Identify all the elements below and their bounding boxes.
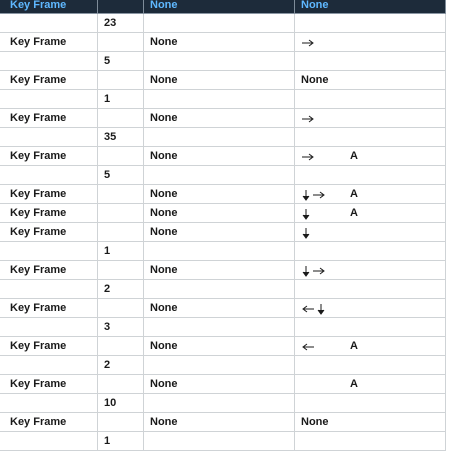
column-divider xyxy=(143,242,144,261)
column-divider xyxy=(143,261,144,280)
column-divider xyxy=(445,299,446,318)
frame-count: 5 xyxy=(104,55,111,67)
column-divider xyxy=(294,242,295,261)
column-divider xyxy=(97,299,98,318)
table-header xyxy=(0,0,446,14)
column-divider xyxy=(445,204,446,223)
column-divider xyxy=(445,90,446,109)
keyframe-row[interactable] xyxy=(0,71,446,90)
column-divider xyxy=(97,166,98,185)
keyframe-row[interactable] xyxy=(0,299,446,318)
keyframe-label: Key Frame xyxy=(10,36,67,48)
keyframe-label: Key Frame xyxy=(10,302,67,314)
keyframe-label: Key Frame xyxy=(10,378,67,390)
column-divider xyxy=(294,356,295,375)
column-divider xyxy=(445,147,446,166)
arrow-right-icon xyxy=(301,113,315,125)
arrow-down-icon xyxy=(301,208,311,220)
frame-count-row[interactable] xyxy=(0,90,446,109)
direction-value: None xyxy=(301,74,329,86)
arrow-left-icon xyxy=(301,341,315,353)
column-divider xyxy=(445,14,446,33)
column-divider xyxy=(143,33,144,52)
column-divider xyxy=(97,14,98,33)
column-divider xyxy=(97,71,98,90)
column-divider xyxy=(97,52,98,71)
easing-value: None xyxy=(150,340,178,352)
frame-count: 1 xyxy=(104,435,111,447)
keyframe-row[interactable] xyxy=(0,147,446,166)
frame-count-row[interactable] xyxy=(0,52,446,71)
keyframe-row[interactable] xyxy=(0,185,446,204)
column-divider xyxy=(97,147,98,166)
header-col-2[interactable]: None xyxy=(150,0,178,11)
arrow-right-icon xyxy=(301,37,315,49)
header-col-keyframe[interactable]: Key Frame xyxy=(10,0,67,11)
frame-count: 35 xyxy=(104,131,117,143)
column-divider xyxy=(97,185,98,204)
column-divider xyxy=(143,14,144,33)
keyframe-row[interactable] xyxy=(0,223,446,242)
column-divider xyxy=(97,375,98,394)
column-divider xyxy=(294,375,295,394)
column-divider xyxy=(143,71,144,90)
frame-count-row[interactable] xyxy=(0,166,446,185)
keyframe-label: Key Frame xyxy=(10,207,67,219)
keyframe-label: Key Frame xyxy=(10,112,67,124)
column-divider xyxy=(445,432,446,451)
arrow-left-icon xyxy=(301,303,315,315)
column-divider xyxy=(143,128,144,147)
column-divider xyxy=(294,299,295,318)
arrow-right-icon xyxy=(312,189,326,201)
column-divider xyxy=(445,337,446,356)
column-divider xyxy=(97,261,98,280)
header-divider[interactable] xyxy=(97,0,98,13)
action-marker: A xyxy=(350,188,358,200)
table-body xyxy=(0,14,446,451)
arrow-right-icon xyxy=(312,265,326,277)
easing-value: None xyxy=(150,207,178,219)
column-divider xyxy=(294,261,295,280)
column-divider xyxy=(294,223,295,242)
column-divider xyxy=(143,90,144,109)
frame-count: 3 xyxy=(104,321,111,333)
header-divider xyxy=(445,0,446,13)
action-marker: A xyxy=(350,150,358,162)
frame-count-row[interactable] xyxy=(0,128,446,147)
column-divider xyxy=(294,318,295,337)
easing-value: None xyxy=(150,112,178,124)
column-divider xyxy=(97,90,98,109)
column-divider xyxy=(294,413,295,432)
arrow-down-icon xyxy=(301,227,311,239)
column-divider xyxy=(294,337,295,356)
column-divider xyxy=(294,128,295,147)
column-divider xyxy=(97,413,98,432)
frame-count-row[interactable] xyxy=(0,432,446,451)
column-divider xyxy=(97,337,98,356)
action-marker: A xyxy=(350,207,358,219)
column-divider xyxy=(143,375,144,394)
column-divider xyxy=(97,356,98,375)
frame-count: 2 xyxy=(104,359,111,371)
column-divider xyxy=(143,109,144,128)
column-divider xyxy=(97,128,98,147)
keyframe-row[interactable] xyxy=(0,109,446,128)
frame-count-row[interactable] xyxy=(0,394,446,413)
column-divider xyxy=(445,375,446,394)
column-divider xyxy=(445,128,446,147)
arrow-right-icon xyxy=(301,151,315,163)
column-divider xyxy=(294,90,295,109)
direction-value: None xyxy=(301,416,329,428)
header-col-3[interactable]: None xyxy=(301,0,329,11)
column-divider xyxy=(143,204,144,223)
frame-count: 2 xyxy=(104,283,111,295)
column-divider xyxy=(294,14,295,33)
column-divider xyxy=(143,223,144,242)
column-divider xyxy=(97,280,98,299)
keyframe-label: Key Frame xyxy=(10,188,67,200)
column-divider xyxy=(143,299,144,318)
column-divider xyxy=(143,356,144,375)
keyframe-label: Key Frame xyxy=(10,340,67,352)
column-divider xyxy=(445,242,446,261)
arrow-down-icon xyxy=(316,303,326,315)
column-divider xyxy=(97,204,98,223)
keyframe-label: Key Frame xyxy=(10,226,67,238)
column-divider xyxy=(294,394,295,413)
column-divider xyxy=(445,33,446,52)
column-divider xyxy=(143,318,144,337)
frame-count: 5 xyxy=(104,169,111,181)
column-divider xyxy=(143,185,144,204)
arrow-down-icon xyxy=(301,265,311,277)
column-divider xyxy=(294,109,295,128)
action-marker: A xyxy=(350,378,358,390)
column-divider xyxy=(143,166,144,185)
keyframe-row[interactable] xyxy=(0,33,446,52)
easing-value: None xyxy=(150,264,178,276)
arrow-down-icon xyxy=(301,189,311,201)
column-divider xyxy=(445,394,446,413)
easing-value: None xyxy=(150,74,178,86)
keyframe-row[interactable] xyxy=(0,375,446,394)
easing-value: None xyxy=(150,302,178,314)
keyframe-row[interactable] xyxy=(0,261,446,280)
column-divider xyxy=(143,432,144,451)
keyframe-label: Key Frame xyxy=(10,150,67,162)
action-marker: A xyxy=(350,340,358,352)
frame-count: 1 xyxy=(104,93,111,105)
frame-count: 1 xyxy=(104,245,111,257)
column-divider xyxy=(143,394,144,413)
frame-count: 23 xyxy=(104,17,117,29)
column-divider xyxy=(445,185,446,204)
frame-count-row[interactable] xyxy=(0,280,446,299)
keyframe-label: Key Frame xyxy=(10,264,67,276)
keyframe-row[interactable] xyxy=(0,413,446,432)
column-divider xyxy=(445,261,446,280)
column-divider xyxy=(445,52,446,71)
column-divider xyxy=(445,109,446,128)
column-divider xyxy=(143,52,144,71)
column-divider xyxy=(445,71,446,90)
easing-value: None xyxy=(150,150,178,162)
keyframe-label: Key Frame xyxy=(10,416,67,428)
column-divider xyxy=(294,33,295,52)
column-divider xyxy=(97,242,98,261)
frame-count-row[interactable] xyxy=(0,242,446,261)
column-divider xyxy=(445,223,446,242)
column-divider xyxy=(445,280,446,299)
column-divider xyxy=(143,280,144,299)
keyframe-row[interactable] xyxy=(0,204,446,223)
easing-value: None xyxy=(150,416,178,428)
easing-value: None xyxy=(150,36,178,48)
column-divider xyxy=(294,204,295,223)
column-divider xyxy=(97,33,98,52)
column-divider xyxy=(97,318,98,337)
column-divider xyxy=(445,166,446,185)
column-divider xyxy=(97,394,98,413)
column-divider xyxy=(143,337,144,356)
column-divider xyxy=(294,166,295,185)
column-divider xyxy=(97,223,98,242)
frame-count-row[interactable] xyxy=(0,318,446,337)
frame-count-row[interactable] xyxy=(0,356,446,375)
column-divider xyxy=(97,432,98,451)
header-divider[interactable] xyxy=(294,0,295,13)
column-divider xyxy=(294,432,295,451)
frame-count: 10 xyxy=(104,397,117,409)
column-divider xyxy=(445,318,446,337)
column-divider xyxy=(143,413,144,432)
easing-value: None xyxy=(150,226,178,238)
column-divider xyxy=(294,147,295,166)
frame-count-row[interactable] xyxy=(0,14,446,33)
column-divider xyxy=(445,413,446,432)
column-divider xyxy=(294,71,295,90)
column-divider xyxy=(143,147,144,166)
header-divider[interactable] xyxy=(143,0,144,13)
column-divider xyxy=(445,356,446,375)
column-divider xyxy=(294,185,295,204)
keyframe-row[interactable] xyxy=(0,337,446,356)
easing-value: None xyxy=(150,378,178,390)
column-divider xyxy=(294,52,295,71)
column-divider xyxy=(294,280,295,299)
column-divider xyxy=(97,109,98,128)
easing-value: None xyxy=(150,188,178,200)
keyframe-label: Key Frame xyxy=(10,74,67,86)
